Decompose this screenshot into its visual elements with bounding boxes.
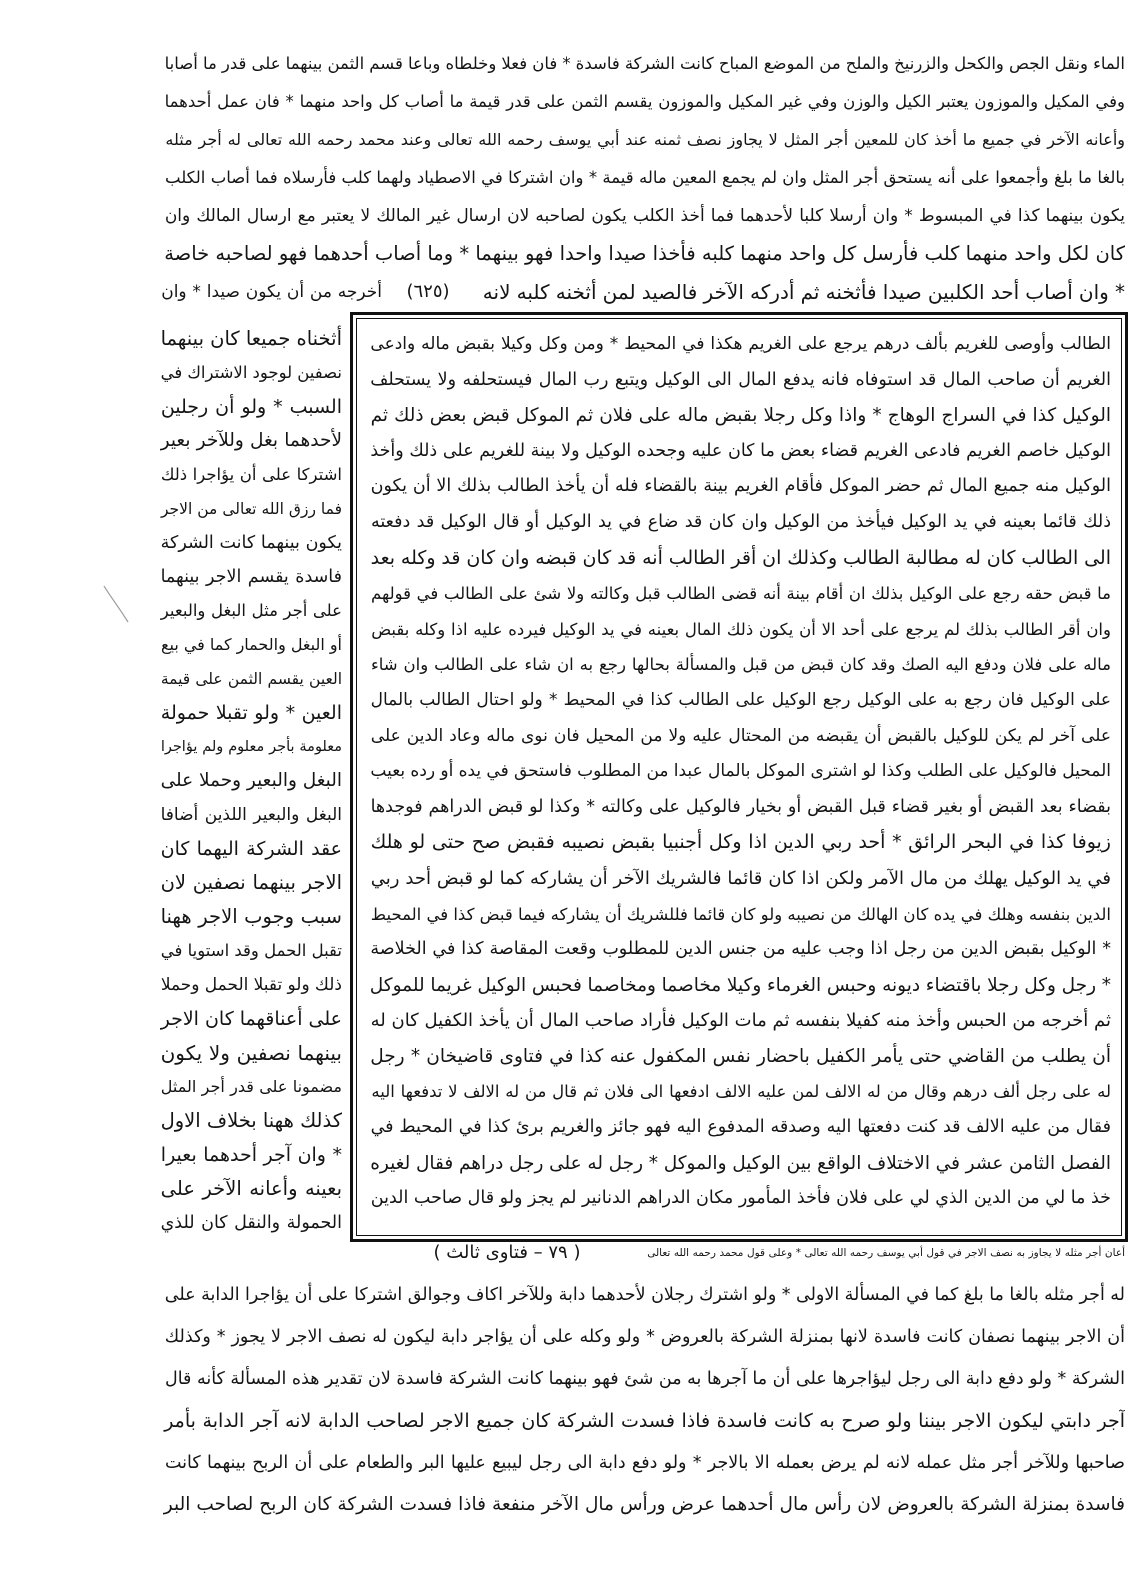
line-text: على أجر مثل البغل والبعير — [160, 601, 342, 620]
line-text: مضمونا على قدر أجر المثل — [160, 1077, 342, 1096]
text-line — [367, 1003, 1111, 1039]
text-line — [160, 1172, 342, 1206]
line-text: صاحبها وللآخر أجر مثل عمله لانه لم يرض بعمله الا بالاجر * ولو دفع دابة الى رجل ليبيع عليها البر والطعام على أن الربح بينهما كانت — [165, 1453, 1125, 1473]
text-line — [160, 390, 342, 424]
text-line — [367, 1146, 1111, 1182]
text-line — [367, 790, 1111, 826]
text-line — [367, 932, 1111, 968]
text-line — [367, 1181, 1111, 1217]
line-segment-left — [160, 273, 382, 311]
text-line — [160, 356, 342, 390]
line-text: الى الطالب كان له مطالبة الطالب وكذلك ان أقر الطالب أنه قد كان قبضه وان كان قد وكله بعد — [370, 546, 1111, 569]
line-text: عقد الشركة اليهما كان — [160, 838, 342, 860]
line-text: لأحدهما بغل وللآخر بعير — [160, 430, 342, 451]
text-line — [367, 897, 1111, 933]
page-number: (٦٢٥) — [406, 281, 450, 302]
text-line — [160, 1400, 1125, 1442]
line-text: فاسدة بمنزلة الشركة بالعروض لان رأس مال أحدهما عرض ورأس مال الآخر منفعة فاذا فسدت الشركة كان الربح لصاحب البر — [163, 1494, 1125, 1515]
line-text: خذ ما لي من الدين الذي لي على فلان فأخذ المأمور مكان الدراهم الدنانير لم يجز ولو قال صاحب الدين — [370, 1188, 1111, 1209]
line-text: تقبل الحمل وقد استويا في — [160, 941, 342, 960]
text-line — [160, 322, 342, 356]
line-text: فما رزق الله تعالى من الاجر — [161, 500, 342, 518]
text-line — [160, 424, 342, 458]
line-text: الماء ونقل الجص والكحل والزرنيخ والملح من الموضع المباح كانت الشركة فاسدة * فان فعلا وخلطاه وباعا قسم الثمن بينهما على قدر ما أصابا — [164, 54, 1125, 73]
text-line — [160, 83, 1125, 121]
pencil-mark — [100, 582, 132, 628]
text-line — [160, 1138, 342, 1172]
text-line — [160, 45, 1125, 83]
text-line — [367, 1074, 1111, 1110]
text-line — [367, 825, 1111, 861]
line-text: وان أقر الطالب بذلك لم يرجع على أحد الا أن يكون ذلك المال بعينه في يد الوكيل فيرده عليه اذا وكله بقبض — [371, 619, 1111, 639]
text-line — [160, 1036, 342, 1070]
text-line — [160, 121, 1125, 159]
text-line — [160, 1442, 1125, 1484]
text-line — [367, 1110, 1111, 1146]
line-text: سبب وجوب الاجر ههنا — [160, 905, 342, 928]
line-text: السبب * ولو أن رجلين — [160, 396, 342, 418]
line-text: معلومة بأجر معلوم ولم يؤاجرا — [160, 739, 342, 755]
text-line — [367, 327, 1111, 363]
text-line — [367, 861, 1111, 897]
line-text: على أعناقهما كان الاجر — [160, 1008, 342, 1030]
side-text-column — [160, 322, 342, 1240]
text-line — [160, 1274, 1125, 1316]
line-text: ذلك ولو تقبلا الحمل وحملا — [160, 975, 342, 995]
line-text: * رجل وكل رجلا باقتضاء ديونه وحبس الغرماء وكيلا مخاصما ومخاصما فحبس الوكيل غريما للموكل — [369, 974, 1111, 996]
line-text: أعان أجر مثله لا يجاوز به نصف الاجر في قول أبي يوسف رحمه الله تعالى * وعلى قول محمد رحمه الله تعالى — [647, 1247, 1125, 1259]
line-text: الغريم أن صاحب المال قد استوفاه فانه يدفع المال الى الوكيل ويتبع رب المال فيستحلفه ولا يستحلف — [370, 369, 1111, 390]
line-text: العين * ولو تقبلا حمولة — [160, 702, 342, 724]
line-text: زيوفا كذا في البحر الرائق * أحد ربي الدين اذا وكل أجنبيا بقبض نصيبه فقبض صح حتى لو هلك — [370, 831, 1111, 854]
text-line — [160, 458, 342, 492]
line-text: كان لكل واحد منهما كلب فأرسل كل واحد منهما كلبه فأخذا صيدا واحدا فهو بينهما * وما أصاب أحدهما فهو لصاحبه خاصة — [164, 242, 1125, 265]
text-line — [367, 683, 1111, 719]
line-text: وأعانه الآخر في جميع ما أخذ كان للمعين أجر المثل لا يجاوز نصف ثمنه عند أبي يوسف رحمه الله تعالى وعند محمد رحمه الله تعالى له أجر مثله — [165, 130, 1125, 149]
line-text: ثم أخرجه من الحبس وأخذ منه كفيلا بنفسه ثم مات الوكيل فأراد صاحب المال أن يأخذ الكفيل كان له — [370, 1010, 1111, 1032]
text-line — [367, 434, 1111, 470]
text-line — [367, 398, 1111, 434]
line-text: أن الاجر بينهما نصفان كانت فاسدة لانها بمنزلة الشركة بالعروض * ولو وكله على أن يؤاجر دابة ليكون له نصف الاجر لا يجوز * وكذلك — [164, 1327, 1125, 1347]
line-segment-right — [643, 1232, 1125, 1274]
text-line — [160, 560, 342, 594]
text-line — [160, 628, 342, 662]
line-text: نصفين لوجود الاشتراك في — [160, 363, 342, 382]
line-text: العين يقسم الثمن على قيمة — [160, 670, 342, 688]
text-line — [160, 1070, 342, 1104]
signature-mark: ( ٧٩ – فتاوى ثالث ) — [433, 1242, 581, 1263]
line-text: الوكيل كذا في السراج الوهاج * واذا وكل رجلا بقبض ماله على فلان ثم الموكل قبض بعض ذلك ثم — [370, 405, 1111, 427]
line-text: بينهما نصفين ولا يكون — [160, 1041, 342, 1065]
text-line — [367, 1039, 1111, 1075]
line-text: الاجر بينهما نصفين لان — [160, 871, 342, 894]
line-text: بالغا ما بلغ وأجمعوا على أنه يستحق أجر المثل وان لم يجمع المعين ماله قيمة * وان اشتركا في الاصطياد ولهما كلب فأرسلاه فما أصاب الكلب — [165, 168, 1125, 187]
line-text: فقال من عليه الالف قد كنت دفعتها اليه وصدقه المدفوع اليه فهو جائز والغريم برئ كذا في المحيط في — [370, 1117, 1111, 1138]
text-line — [160, 832, 342, 866]
line-text: الدين بنفسه وهلك في يده كان الهالك من نصيبه ولو كان قائما فللشريك أن يشاركه فيما قبض كذا في المحيط — [370, 904, 1111, 924]
text-line — [160, 1104, 342, 1138]
line-text: أخرجه من أن يكون صيدا * وان — [161, 282, 382, 302]
line-text: * وان أصاب أحد الكلبين صيدا فأثخنه ثم أدركه الآخر فالصيد لمن أثخنه كلبه لانه — [482, 280, 1125, 304]
line-text: اشتركا على أن يؤاجرا ذلك — [160, 465, 342, 484]
line-text: الوكيل خاصم الغريم فادعى الغريم قضاء بعض ما كان عليه وجحده الوكيل ولا بينة للغريم على ذلك وأخذ — [370, 440, 1111, 461]
line-text: يكون بينهما كانت الشركة — [160, 533, 342, 553]
text-line — [367, 469, 1111, 505]
text-line — [160, 968, 342, 1002]
text-line — [367, 968, 1111, 1004]
text-line — [160, 492, 342, 526]
line-text: الحمولة والنقل كان للذي — [160, 1213, 342, 1233]
line-text: في يد الوكيل يهلك من مال الآمر ولكن اذا كان قائما فالشريك الآخر أن يشاركه كما لو قبض أحد ربي — [370, 867, 1111, 889]
line-text: المحيل فالوكيل على الطلب وكذا لو اشترى الموكل بالمال عبدا من المطلوب فاستحق في يده أو رده بعيب — [370, 761, 1111, 782]
line-text: أو البغل والحمار كما في بيع — [161, 635, 342, 654]
text-line — [367, 719, 1111, 755]
bordered-text-box-inner — [356, 318, 1122, 1236]
line-text: له على رجل ألف درهم وقال من له الالف لمن عليه الالف ادفعها الى فلان ثم قال من له الالف لا تدفعها اليه — [371, 1082, 1111, 1102]
line-text: كذلك ههنا بخلاف الاول — [160, 1109, 342, 1132]
line-text: الوكيل منه جميع المال ثم حضر الموكل فأقام الغريم بينة بالقضاء فله أن يأخذ الطالب بذلك الا أن يكون — [370, 476, 1111, 497]
line-text: * الوكيل بقبض الدين من رجل اذا وجب عليه من جنس الدين للمطلوب وقعت المقاصة كذا في الخلاصة — [370, 939, 1111, 960]
bordered-text-box — [350, 312, 1128, 1242]
line-text: بقضاء بعد القبض أو بغير قضاء قبل القبض أو بخيار فالوكيل على وكالته * وكذا لو قبض الدراهم فوجدها — [370, 796, 1111, 817]
line-text: وفي المكيل والموزون يعتبر الكيل والوزن وفي غير المكيل والموزون يقسم الثمن على قدر قيمة ما أصاب كل واحد منهما * فان عمل أحدهما — [164, 92, 1125, 111]
line-text: ما قبض حقه رجع على الوكيل بذلك ان أقام بينة أنه قضى الطالب قبل وكالته ولا شئ على الطالب في قولهم — [371, 584, 1111, 604]
text-line — [160, 662, 342, 696]
text-line — [367, 576, 1111, 612]
line-text: يكون بينهما كذا في المبسوط * وان أرسلا كلبا لأحدهما فما أخذ الكلب يكون لصاحبه لان ارسال غير المالك لا يعتبر مع ارسال المالك وان — [164, 206, 1125, 226]
text-line — [160, 235, 1125, 273]
line-text: البغل والبعير وحملا على — [160, 770, 342, 791]
line-text: على الوكيل فان رجع به على الوكيل رجع الوكيل على الطالب كذا في المحيط * ولو احتال الطالب بالمال — [370, 689, 1111, 710]
line-text: * وان آجر أحدهما بعيرا — [160, 1144, 342, 1166]
bottom-text-block — [160, 1232, 1125, 1526]
text-line-with-page-number — [160, 273, 1125, 311]
line-text: بعينه وأعانه الآخر على — [160, 1177, 342, 1200]
text-line — [160, 1358, 1125, 1400]
text-line — [160, 866, 342, 900]
text-line-with-signature — [160, 1232, 1125, 1274]
text-line — [160, 1316, 1125, 1358]
line-text: الشركة * ولو دفع دابة الى رجل ليؤاجرها على أن ما آجرها به من شئ فهو بينهما كانت الشركة فاسدة لان تقدير هذه المسألة كأنه قال — [165, 1369, 1125, 1389]
text-line — [367, 754, 1111, 790]
text-line — [367, 541, 1111, 577]
text-line — [160, 1484, 1125, 1526]
line-text: الفصل الثامن عشر في الاختلاف الواقع بين الوكيل والموكل * رجل له على رجل دراهم فقال لغيره — [370, 1152, 1111, 1174]
line-text: على آخر لم يكن للوكيل بالقبض أن يقبضه من المحتال عليه ولا من المحيل فان نوى ماله وعاد الدين على — [370, 725, 1111, 746]
text-line — [160, 798, 342, 832]
text-line — [160, 696, 342, 730]
text-line — [160, 764, 342, 798]
line-text: الطالب وأوصى للغريم بألف درهم يرجع على الغريم هكذا في المحيط * ومن وكل وكيلا بقبض ماله وادعى — [370, 334, 1111, 354]
text-line — [160, 159, 1125, 197]
text-line — [160, 197, 1125, 235]
line-text: آجر دابتي ليكون الاجر بيننا ولو صرح به كانت فاسدة فاذا فسدت الشركة كان جميع الاجر لصاحب الدابة لانه آجر الدابة بأمر — [164, 1410, 1125, 1432]
line-text: ماله على فلان ودفع اليه الصك وقد كان قبض من قبل والمسألة بحالها رجع به ان شاء على الطالب وان شاء — [371, 655, 1111, 675]
text-line — [160, 1002, 342, 1036]
text-line — [367, 612, 1111, 648]
text-line — [160, 526, 342, 560]
text-line — [160, 934, 342, 968]
line-text: ذلك قائما بعينه في يد الوكيل فيأخذ من الوكيل وان كان قد ضاع في يد الوكيل أو قال الوكيل قد دفعته — [371, 511, 1111, 532]
line-text: أثخناه جميعا كان بينهما — [160, 327, 342, 350]
line-text: البغل والبعير اللذين أضافا — [160, 805, 342, 825]
top-text-block — [160, 45, 1125, 311]
line-text: له أجر مثله بالغا ما بلغ كما في المسألة الاولى * ولو اشترك رجلان لأحدهما دابة وللآخر اكاف وجوالق اشتركا على أن يؤاجرا الدابة على — [164, 1285, 1125, 1305]
line-text: أن يطلب من القاضي حتى يأمر الكفيل باحضار نفس المكفول عنه كذا في فتاوى قاضيخان * رجل — [370, 1045, 1111, 1067]
text-line — [160, 900, 342, 934]
text-line — [160, 594, 342, 628]
line-segment-right — [480, 273, 1125, 311]
line-text: فاسدة يقسم الاجر بينهما — [160, 567, 342, 587]
text-line — [367, 647, 1111, 683]
text-line — [160, 730, 342, 764]
text-line — [367, 363, 1111, 399]
text-line — [367, 505, 1111, 541]
